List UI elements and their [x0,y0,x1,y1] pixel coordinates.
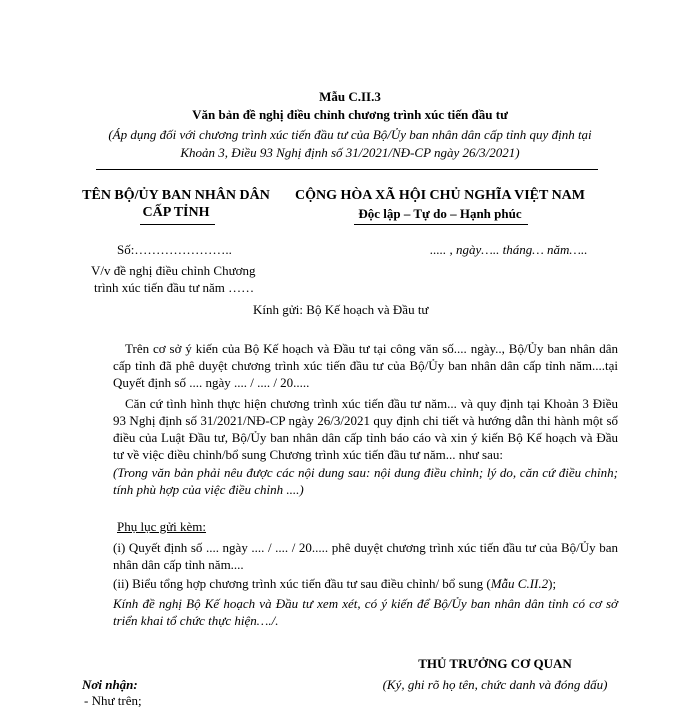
salutation: Kính gửi: Bộ Kế hoạch và Đầu tư [253,302,429,317]
nation-title: CỘNG HÒA XÃ HỘI CHỦ NGHĨA VIỆT NAM [294,188,585,203]
body-paragraph-1: Trên cơ sở ý kiến của Bộ Kế hoạch và Đầu tư tại công văn số.... ngày.., Bộ/Ủy ban nhân dân cấp tỉnh đã phê duyệt chương trình xúc tiến đầu tư của Bộ/Ủy ban nhân dân cấp tỉnh năm....tại Quyết định số .... ngày .... / .... / 20..... [113,341,618,390]
header-rule [96,169,598,170]
recipients-label: Nơi nhận: [82,677,138,692]
form-applicability-line1: (Áp dụng đối với chương trình xúc tiến đầu tư của Bộ/Ủy ban nhân dân cấp tỉnh quy định tại [108,127,592,142]
agency-underline [140,224,215,225]
appendix-item-2-text: (ii) Biểu tổng hợp chương trình xúc tiến đầu tư sau điều chỉnh/ bổ sung ( [113,576,491,591]
agency-line1: TÊN BỘ/ỦY BAN NHÂN DÂN [82,188,270,203]
appendix-item-2 [113,575,618,592]
closing-paragraph: Kính đề nghị Bộ Kế hoạch và Đầu tư xem xét, có ý kiến để Bộ/Ủy ban nhân dân tỉnh có cơ sở triển khai tổ chức thực hiện…./. [113,596,618,628]
form-code: Mẫu C.II.3 [319,89,381,104]
body-paragraph-3: (Trong văn bản phải nêu được các nội dung sau: nội dung điều chỉnh; lý do, căn cứ điều chỉnh; tính phù hợp của việc điều chỉnh ....) [113,465,618,497]
signature-title: THỦ TRƯỞNG CƠ QUAN [418,656,572,671]
appendix-heading: Phụ lục gửi kèm: [117,519,207,534]
body-paragraph-2: Căn cứ tình hình thực hiện chương trình xúc tiến đầu tư năm... và quy định tại Khoản 3 Điều 93 Nghị định số 31/2021/NĐ-CP ngày 26/3/2021 quy định chi tiết và hướng dẫn thi hành một số điều của Luật Đầu tư, Bộ/Ủy ban nhân dân cấp tỉnh báo cáo và xin ý kiến Bộ Kế hoạch và Đầu tư về việc điều chỉnh/bổ sung Chương trình xúc tiến đầu tư năm... như sau: [113,396,618,462]
subject-line2: trình xúc tiến đầu tư năm …… [94,280,255,295]
document-number: Số:………………….. [117,242,232,257]
appendix-item-1: (i) Quyết định số .... ngày .... / .... / 20..... phê duyệt chương trình xúc tiến đầu tư của Bộ/Ủy ban nhân dân cấp tỉnh năm.... [113,540,618,572]
appendix-item-2-tail: ); [548,576,557,591]
motto-underline [354,224,528,225]
appendix-item-2-ref: Mẫu C.II.2 [490,576,549,591]
subject-line1: V/v đề nghị điều chỉnh Chương [91,263,256,278]
signature-note: (Ký, ghi rõ họ tên, chức danh và đóng dấu) [382,677,608,692]
agency-line2: CẤP TỈNH [142,205,210,220]
national-motto: Độc lập – Tự do – Hạnh phúc [358,206,522,221]
form-applicability-line2: Khoản 3, Điều 93 Nghị định số 31/2021/NĐ-CP ngày 26/3/2021) [180,145,520,160]
date-place: ..... , ngày….. tháng… năm….. [430,242,588,257]
recipients-item-1: - Như trên; [84,693,142,708]
form-title: Văn bản đề nghị điều chỉnh chương trình xúc tiến đầu tư [192,107,508,122]
